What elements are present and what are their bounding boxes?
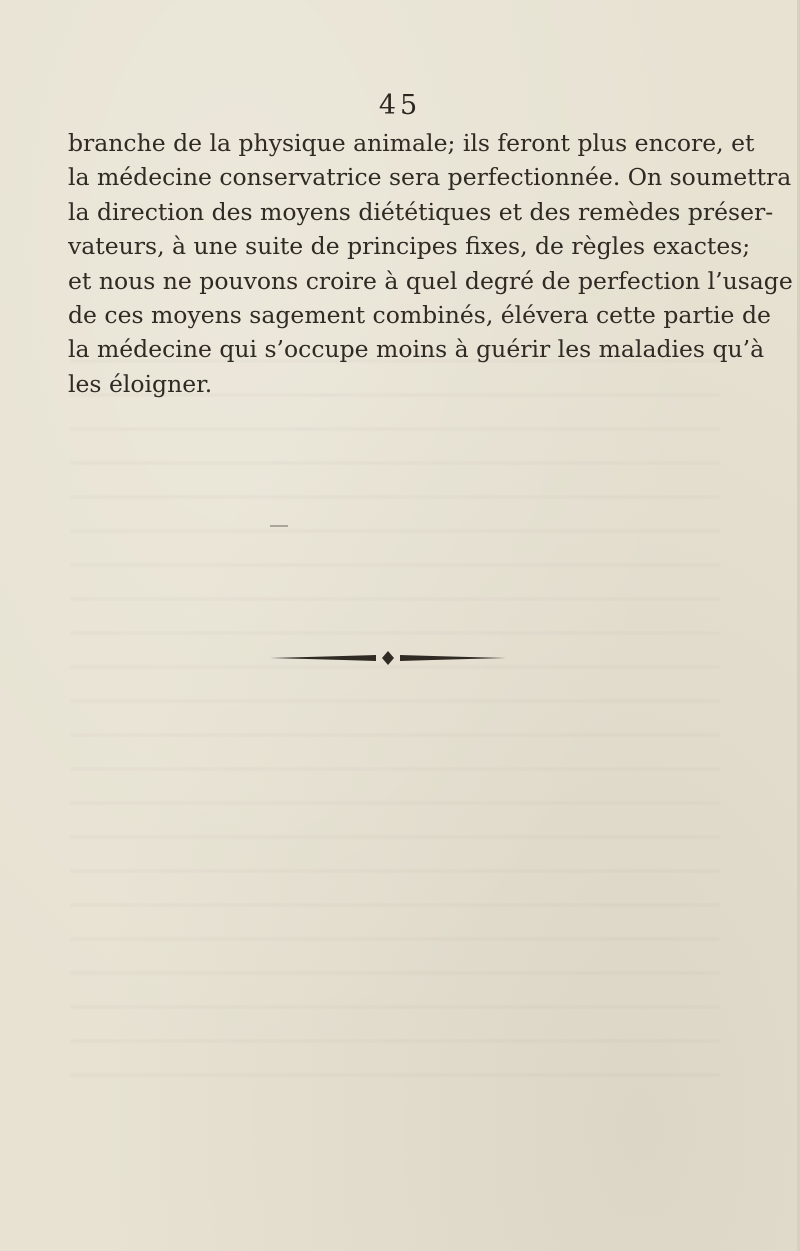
text-line: et nous ne pouvons croire à quel degré de perfection l’usage	[68, 266, 793, 295]
body-paragraph	[68, 126, 793, 401]
text-line: branche de la physique animale; ils feront plus encore, et	[68, 129, 755, 157]
show-through-text	[70, 360, 720, 1080]
text-line: vateurs, à une suite de principes fixes, de règles exactes;	[68, 232, 751, 261]
text-line: de ces moyens sagement combinés, élévera cette partie de	[68, 300, 771, 329]
diamond-rule-ornament-icon	[268, 648, 508, 668]
text-line: la médecine conservatrice sera perfectionnée. On soumettra	[68, 163, 792, 192]
text-line-last: les éloigner.	[68, 369, 213, 398]
text-line: la médecine qui s’occupe moins à guérir les maladies qu’à	[68, 335, 765, 364]
text-line: la direction des moyens diététiques et des remèdes préser-	[68, 197, 774, 226]
show-through-dash	[270, 525, 288, 527]
page-number: 45	[378, 90, 422, 121]
